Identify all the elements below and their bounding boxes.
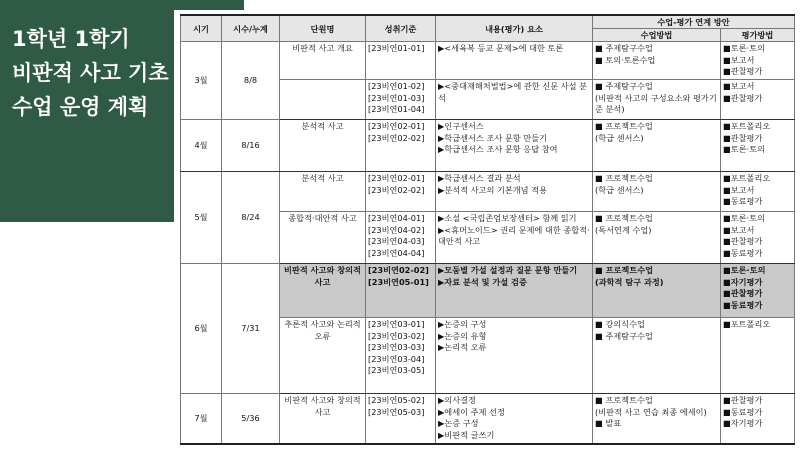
table-row [181, 394, 795, 444]
content-line: ▶학급센서스 결과 분석 [438, 173, 521, 183]
table-row [181, 120, 795, 172]
standards-cell [366, 394, 436, 444]
header-link-group: 수업-평가 연계 방안 [593, 15, 795, 29]
code-line: [23비연02-01] [368, 121, 425, 131]
unit-cell: 비판적 사고 개요 [280, 42, 366, 80]
method-cell [593, 172, 721, 212]
code-line: [23비연05-03] [368, 406, 425, 417]
evaluation-line: ■보고서 [723, 224, 755, 235]
hours-cell: 8/8 [222, 42, 280, 120]
method-line: ■ 토의·토론수업 [595, 54, 656, 65]
method-line: (비판적 사고의 구성요소와 평가기준 분석) [595, 92, 717, 114]
code-line: [23비연03-02] [368, 330, 425, 341]
method-line: ■ 주제탐구수업 [595, 330, 653, 341]
slide-title-line: 비판적 사고 기초 [12, 61, 169, 85]
code-line: [23비연01-04] [368, 104, 425, 114]
evaluation-line: ■토론·토의 [723, 43, 765, 53]
header-content: 내용(평가) 요소 [436, 15, 593, 42]
method-line: (학급 센서스) [595, 184, 644, 195]
standards-cell [366, 80, 436, 120]
standards-cell [366, 264, 436, 318]
method-line: ■ 강의식수업 [595, 319, 645, 329]
method-line: ■ 발표 [595, 418, 622, 428]
evaluation-line: ■관찰평가 [723, 132, 763, 143]
code-line: [23비연05-01] [368, 276, 429, 287]
title-panel [0, 0, 174, 222]
content-line: ▶학급센서스 조사 문항 응답 참여 [438, 144, 558, 154]
standards-cell [366, 120, 436, 172]
content-line: ▶에세이 주제 선정 [438, 406, 505, 417]
standards-cell [366, 212, 436, 264]
unit-cell [280, 80, 366, 120]
evaluation-line: ■동료평가 [723, 299, 763, 310]
code-line: [23비연01-03] [368, 92, 425, 103]
evaluation-line: ■관찰평가 [723, 66, 763, 76]
month-cell: 6월 [181, 264, 222, 394]
content-cell [436, 212, 593, 264]
method-cell [593, 120, 721, 172]
evaluation-cell [721, 212, 795, 264]
header-unit: 단원명 [280, 15, 366, 42]
code-line: [23비연01-02] [368, 81, 425, 91]
evaluation-cell [721, 394, 795, 444]
content-line: ▶소설 <국립존엄보장센터> 함께 읽기 [438, 213, 577, 223]
method-line: ■ 프로젝트수업 [595, 173, 653, 183]
unit-cell: 비판적 사고와 창의적 사고 [280, 394, 366, 444]
method-line: (과학적 탐구 과정) [595, 276, 664, 287]
evaluation-line: ■보고서 [723, 54, 755, 65]
header-month: 시기 [181, 15, 222, 42]
content-line: ▶인구센서스 [438, 121, 484, 131]
table-row [181, 264, 795, 318]
content-line: ▶모둠별 가설 설정과 질문 문항 만들기 [438, 265, 578, 275]
method-cell [593, 264, 721, 318]
code-line: [23비연04-03] [368, 236, 425, 246]
method-line: (비판적 사고 연습 최종 에세이) [595, 406, 707, 417]
code-line: [23비연03-04] [368, 353, 425, 364]
decorative-strip [174, 0, 244, 10]
content-line: ▶<세육복 등교 문제>에 대한 토론 [438, 43, 564, 53]
evaluation-cell [721, 264, 795, 318]
month-cell: 7월 [181, 394, 222, 444]
evaluation-cell [721, 172, 795, 212]
content-line: ▶논증 구성 [438, 418, 479, 428]
evaluation-line: ■포트폴리오 [723, 173, 771, 183]
evaluation-line: ■보고서 [723, 184, 755, 195]
code-line: [23비연03-05] [368, 365, 425, 375]
evaluation-cell [721, 318, 795, 394]
evaluation-line: ■관찰평가 [723, 288, 763, 298]
method-cell [593, 80, 721, 120]
code-line: [23비연03-01] [368, 319, 425, 329]
evaluation-line: ■관찰평가 [723, 92, 763, 103]
slide-title-line: 1학년 1학기 [12, 27, 130, 51]
table-row [181, 42, 795, 80]
content-cell [436, 120, 593, 172]
content-cell [436, 394, 593, 444]
evaluation-line: ■관찰평가 [723, 236, 763, 246]
evaluation-line: ■동료평가 [723, 247, 763, 258]
unit-cell: 비판적 사고와 창의적 사고 [280, 264, 366, 318]
method-line: ■ 프로젝트수업 [595, 213, 653, 223]
content-line: ▶자료 분석 및 가설 검증 [438, 276, 527, 287]
method-line: (독서연계 수업) [595, 224, 652, 235]
method-cell [593, 42, 721, 80]
evaluation-line: ■동료평가 [723, 196, 763, 206]
standards-cell [366, 172, 436, 212]
content-cell [436, 172, 593, 212]
evaluation-line: ■관찰평가 [723, 395, 763, 405]
method-cell [593, 394, 721, 444]
evaluation-line: ■토론·토의 [723, 144, 765, 154]
code-line: [23비연03-03] [368, 342, 425, 352]
month-cell: 3월 [181, 42, 222, 120]
content-line: ▶<휴머노이드> 권리 문제에 대한 종합적·대안적 사고 [438, 224, 590, 246]
standards-cell [366, 318, 436, 394]
content-line: ▶분석적 사고의 기본개념 적용 [438, 184, 548, 195]
slide-title-line: 수업 운영 계획 [12, 95, 149, 119]
unit-cell: 분석적 사고 [280, 172, 366, 212]
method-line: (학급 센서스) [595, 132, 644, 143]
method-line: ■ 주제탐구수업 [595, 43, 653, 53]
method-line: ■ 주제탐구수업 [595, 81, 653, 91]
slide-title [12, 22, 172, 124]
header-method: 수업방법 [593, 29, 721, 42]
evaluation-line: ■자기평가 [723, 418, 763, 428]
header-standards: 성취기준 [366, 15, 436, 42]
content-line: ▶<중대재해처벌법>에 관한 신문 사설 분석 [438, 81, 588, 103]
month-cell: 5월 [181, 172, 222, 264]
header-hours: 시수/누계 [222, 15, 280, 42]
method-line: ■ 프로젝트수업 [595, 265, 654, 275]
code-line: [23비연02-02] [368, 184, 425, 195]
hours-cell: 5/36 [222, 394, 280, 444]
content-line: ▶학급센서스 조사 문항 만들기 [438, 132, 548, 143]
method-cell [593, 212, 721, 264]
hours-cell: 8/24 [222, 172, 280, 264]
standards-cell [366, 42, 436, 80]
evaluation-line: ■보고서 [723, 81, 755, 91]
code-line: [23비연05-02] [368, 395, 425, 405]
unit-cell: 추론적 사고와 논리적 오류 [280, 318, 366, 394]
content-line: ▶논리적 오류 [438, 342, 487, 352]
code-line: [23비연02-02] [368, 132, 425, 143]
evaluation-line: ■토론·토의 [723, 265, 766, 275]
content-cell [436, 42, 593, 80]
content-line: ▶비판적 글쓰기 [438, 429, 495, 440]
code-line: [23비연02-01] [368, 173, 425, 183]
code-line: [23비연04-02] [368, 224, 425, 235]
evaluation-line: ■토론·토의 [723, 213, 765, 223]
content-cell [436, 264, 593, 318]
method-line: ■ 프로젝트수업 [595, 121, 653, 131]
code-line: [23비연01-01] [368, 43, 425, 53]
month-cell: 4월 [181, 120, 222, 172]
evaluation-line: ■포트폴리오 [723, 319, 771, 329]
unit-cell: 종합적·대안적 사고 [280, 212, 366, 264]
evaluation-line: ■동료평가 [723, 406, 763, 417]
evaluation-cell [721, 42, 795, 80]
hours-cell: 7/31 [222, 264, 280, 394]
code-line: [23비연04-01] [368, 213, 425, 223]
method-line: ■ 프로젝트수업 [595, 395, 653, 405]
method-cell [593, 318, 721, 394]
course-plan-table [180, 14, 795, 445]
content-line: ▶의사결정 [438, 395, 476, 405]
content-cell [436, 318, 593, 394]
content-line: ▶논증의 구성 [438, 319, 487, 329]
evaluation-cell [721, 80, 795, 120]
table-body [181, 42, 795, 444]
header-evaluation: 평가방법 [721, 29, 795, 42]
evaluation-line: ■자기평가 [723, 276, 763, 287]
table-row [181, 172, 795, 212]
hours-cell: 8/16 [222, 120, 280, 172]
code-line: [23비연02-02] [368, 265, 429, 275]
evaluation-line: ■포트폴리오 [723, 121, 771, 131]
content-line: ▶논증의 유형 [438, 330, 487, 341]
evaluation-cell [721, 120, 795, 172]
content-cell [436, 80, 593, 120]
unit-cell: 분석적 사고 [280, 120, 366, 172]
code-line: [23비연04-04] [368, 247, 425, 258]
